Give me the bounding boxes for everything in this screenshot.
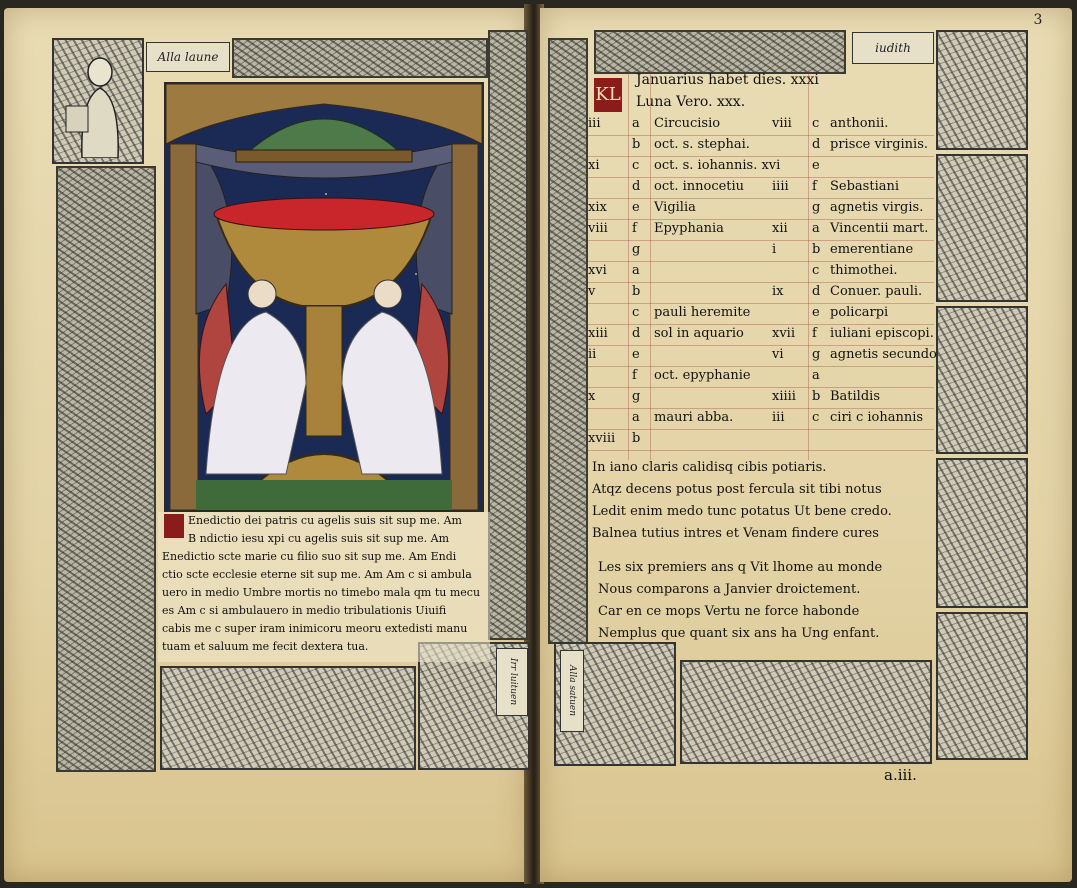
calendar-golden-number: xiii [588,326,608,341]
calendar-dominical-letter-2: d [812,137,821,152]
prayer-line-3: Enedictio scte marie cu filio suo sit sup me. Am Endi [162,550,457,563]
left-top-border [232,38,488,78]
calendar-rule-row [588,303,934,304]
right-inner-border [548,38,588,644]
calendar-row [588,137,934,157]
calendar-dominical-letter: a [632,410,640,425]
prayer-line-2: B ndictio iesu xpi cu agelis suis sit sup me. Am [188,532,450,545]
calendar-dominical-letter: c [632,158,640,173]
calendar-feast-2: policarpi [830,305,889,320]
calendar-row [588,200,934,220]
calendar-row [588,389,934,409]
calendar-golden-number: x [588,389,596,404]
right-top-border [594,30,846,74]
calendar-golden-number: xvi [588,263,607,278]
latin-verse-line-3: Ledit enim medo tunc potatus Ut bene credo. [592,504,892,519]
calendar-row [588,326,934,346]
prayer-line-1: Enedictio dei patris cu agelis suis sit sup me. Am [188,514,462,527]
calendar-golden-number-2: xiiii [772,389,796,404]
latin-verse-line-1: In iano claris calidisq cibis potiaris. [592,460,827,475]
calendar-row [588,221,934,241]
calendar-feast: oct. s. stephai. [654,137,750,152]
prayer-line-6: es Am c si ambulauero in medio tribulationis Uiuifi [162,604,447,617]
calendar-row [588,410,934,430]
calendar-golden-number-2: viii [772,116,792,131]
calendar-dominical-letter-2: a [812,221,820,236]
french-verse-line-1: Les six premiers ans q Vit lhome au monde [598,560,883,575]
calendar-feast: Epyphania [654,221,724,236]
calendar-golden-number: xviii [588,431,616,446]
calendar-golden-number-2: iii [772,410,785,425]
latin-verse-line-2: Atqz decens potus post fercula sit tibi notus [592,482,882,497]
calendar-dominical-letter: e [632,200,640,215]
calendar-feast-2: anthonii. [830,116,889,131]
calendar-dominical-letter-2: b [812,389,821,404]
calendar-row [588,263,934,283]
calendar-dominical-letter: a [632,116,640,131]
calendar-dominical-letter-2: f [812,326,817,341]
calendar-dominical-letter: d [632,326,641,341]
chalice-illustration [166,84,482,510]
calendar-row [588,116,934,136]
calendar-row [588,431,934,451]
prayer-initial-b [164,514,184,538]
calendar-dominical-letter-2: a [812,368,820,383]
calendar-row [588,305,934,325]
calendar-feast: mauri abba. [654,410,734,425]
right-bottom-scene-panel [680,660,932,764]
right-figure-panel-1 [936,30,1028,150]
calendar-golden-number: viii [588,221,608,236]
right-figure-panel-3 [936,306,1028,454]
calendar-rule-row [588,324,934,325]
french-verse-line-4: Nemplus que quant six ans ha Ung enfant. [598,626,880,641]
calendar-feast-2: ciri c iohannis [830,410,924,425]
prayer-line-4: ctio scte ecclesie eterne sit sup me. Am Am c si ambula [162,568,472,581]
calendar-feast-2: Batildis [830,389,880,404]
calendar-rule-row [588,450,934,451]
calendar-feast: oct. innocetiu [654,179,745,194]
latin-verse [592,458,932,548]
folio-number: 3 [1033,12,1043,28]
calendar-feast-2: Conuer. pauli. [830,284,923,299]
french-verse-line-2: Nous comparons a Janvier droictement. [598,582,861,597]
chalice-miniature [164,82,484,512]
calendar-feast-2: agnetis secundo [830,347,937,362]
calendar-rule-row [588,387,934,388]
calendar-dominical-letter-2: e [812,305,820,320]
calendar-dominical-letter-2: g [812,347,821,362]
calendar-dominical-letter-2: b [812,242,821,257]
calendar-feast: oct. s. iohannis. xvi [654,158,781,173]
calendar-rule-row [588,219,934,220]
calendar-rule-row [588,282,934,283]
calendar-feast-2: iuliani episcopi. [830,326,934,341]
calendar-dominical-letter: g [632,242,641,257]
calendar-feast: oct. epyphanie [654,368,751,383]
calendar-dominical-letter: e [632,347,640,362]
calendar-dominical-letter-2: c [812,116,820,131]
right-top-label: iudith [852,32,934,64]
calendar-dominical-letter: b [632,284,641,299]
calendar-dominical-letter: c [632,305,640,320]
calendar-rule-row [588,345,934,346]
prayer-line-5: uero in medio Umbre mortis no timebo mala qm tu mecu [162,586,481,599]
calendar-golden-number: xix [588,200,607,215]
calendar-dominical-letter-2: c [812,410,820,425]
calendar-dominical-letter-2: e [812,158,820,173]
calendar-dominical-letter: f [632,368,637,383]
calendar-dominical-letter-2: g [812,200,821,215]
left-prayer-text [158,512,490,662]
calendar-block [588,70,937,460]
calendar-dominical-letter-2: d [812,284,821,299]
queen-figure-woodcut [60,48,138,158]
calendar-golden-number-2: vi [772,347,784,362]
calendar-golden-number-2: iiii [772,179,789,194]
calendar-feast: Vigilia [654,200,696,215]
calendar-dominical-letter-2: c [812,263,820,278]
calendar-rule-row [588,156,934,157]
calendar-feast-2: Vincentii mart. [830,221,929,236]
calendar-rule-row [588,261,934,262]
calendar-header-2: Luna Vero. xxx. [636,94,746,110]
calendar-feast-2: Sebastiani [830,179,900,194]
signature-mark: a.iii. [884,766,917,784]
french-verse [598,558,932,648]
calendar-row [588,284,934,304]
calendar-feast-2: agnetis virgis. [830,200,924,215]
calendar-rule-row [588,177,934,178]
calendar-feast: pauli heremite [654,305,751,320]
calendar-golden-number: iii [588,116,601,131]
calendar-dominical-letter: d [632,179,641,194]
calendar-dominical-letter: g [632,389,641,404]
left-inner-border [488,30,528,640]
prayer-line-7: cabis me c super iram inimicoru meoru extedisti manu [162,622,468,635]
right-figure-panel-5 [936,612,1028,760]
calendar-dominical-letter: b [632,431,641,446]
calendar-rule-row [588,135,934,136]
calendar-header-1: Januarius habet dies. xxxi [636,72,819,88]
french-verse-line-3: Car en ce mops Vertu ne force habonde [598,604,860,619]
calendar-feast-2: thimothei. [830,263,898,278]
prayer-line-8: tuam et saluum me fecit dextera tua. [162,640,369,653]
calendar-feast: Circucisio [654,116,721,131]
calendar-golden-number: ii [588,347,597,362]
calendar-row [588,179,934,199]
right-figure-panel-4 [936,458,1028,608]
latin-verse-line-4: Balnea tutius intres et Venam findere cures [592,526,879,541]
calendar-initial-kl: KL [594,78,622,112]
calendar-row [588,158,934,178]
calendar-feast-2: prisce virginis. [830,137,929,152]
calendar-rule-row [588,429,934,430]
right-figure-panel-2 [936,154,1028,302]
calendar-row [588,242,934,262]
calendar-golden-number: v [588,284,596,299]
calendar-golden-number-2: i [772,242,777,257]
calendar-golden-number: xi [588,158,600,173]
left-top-label: Alla laune [146,42,230,72]
calendar-row [588,347,937,367]
calendar-dominical-letter: f [632,221,637,236]
calendar-rule-row [588,240,934,241]
calendar-row [588,368,934,388]
calendar-golden-number-2: ix [772,284,784,299]
calendar-feast: sol in aquario [654,326,744,341]
left-outer-border [56,166,156,772]
calendar-golden-number-2: xvii [772,326,795,341]
calendar-dominical-letter-2: f [812,179,817,194]
calendar-rule-row [588,198,934,199]
calendar-rule-row [588,366,934,367]
calendar-dominical-letter: a [632,263,640,278]
calendar-feast-2: emerentiane [830,242,914,257]
calendar-rule-row [588,408,934,409]
calendar-golden-number-2: xii [772,221,788,236]
left-bottom-scene-panel [160,666,416,770]
calendar-dominical-letter: b [632,137,641,152]
right-left-label: Alla satuen [560,650,584,732]
left-corner-label: Irr luituen [496,648,528,716]
